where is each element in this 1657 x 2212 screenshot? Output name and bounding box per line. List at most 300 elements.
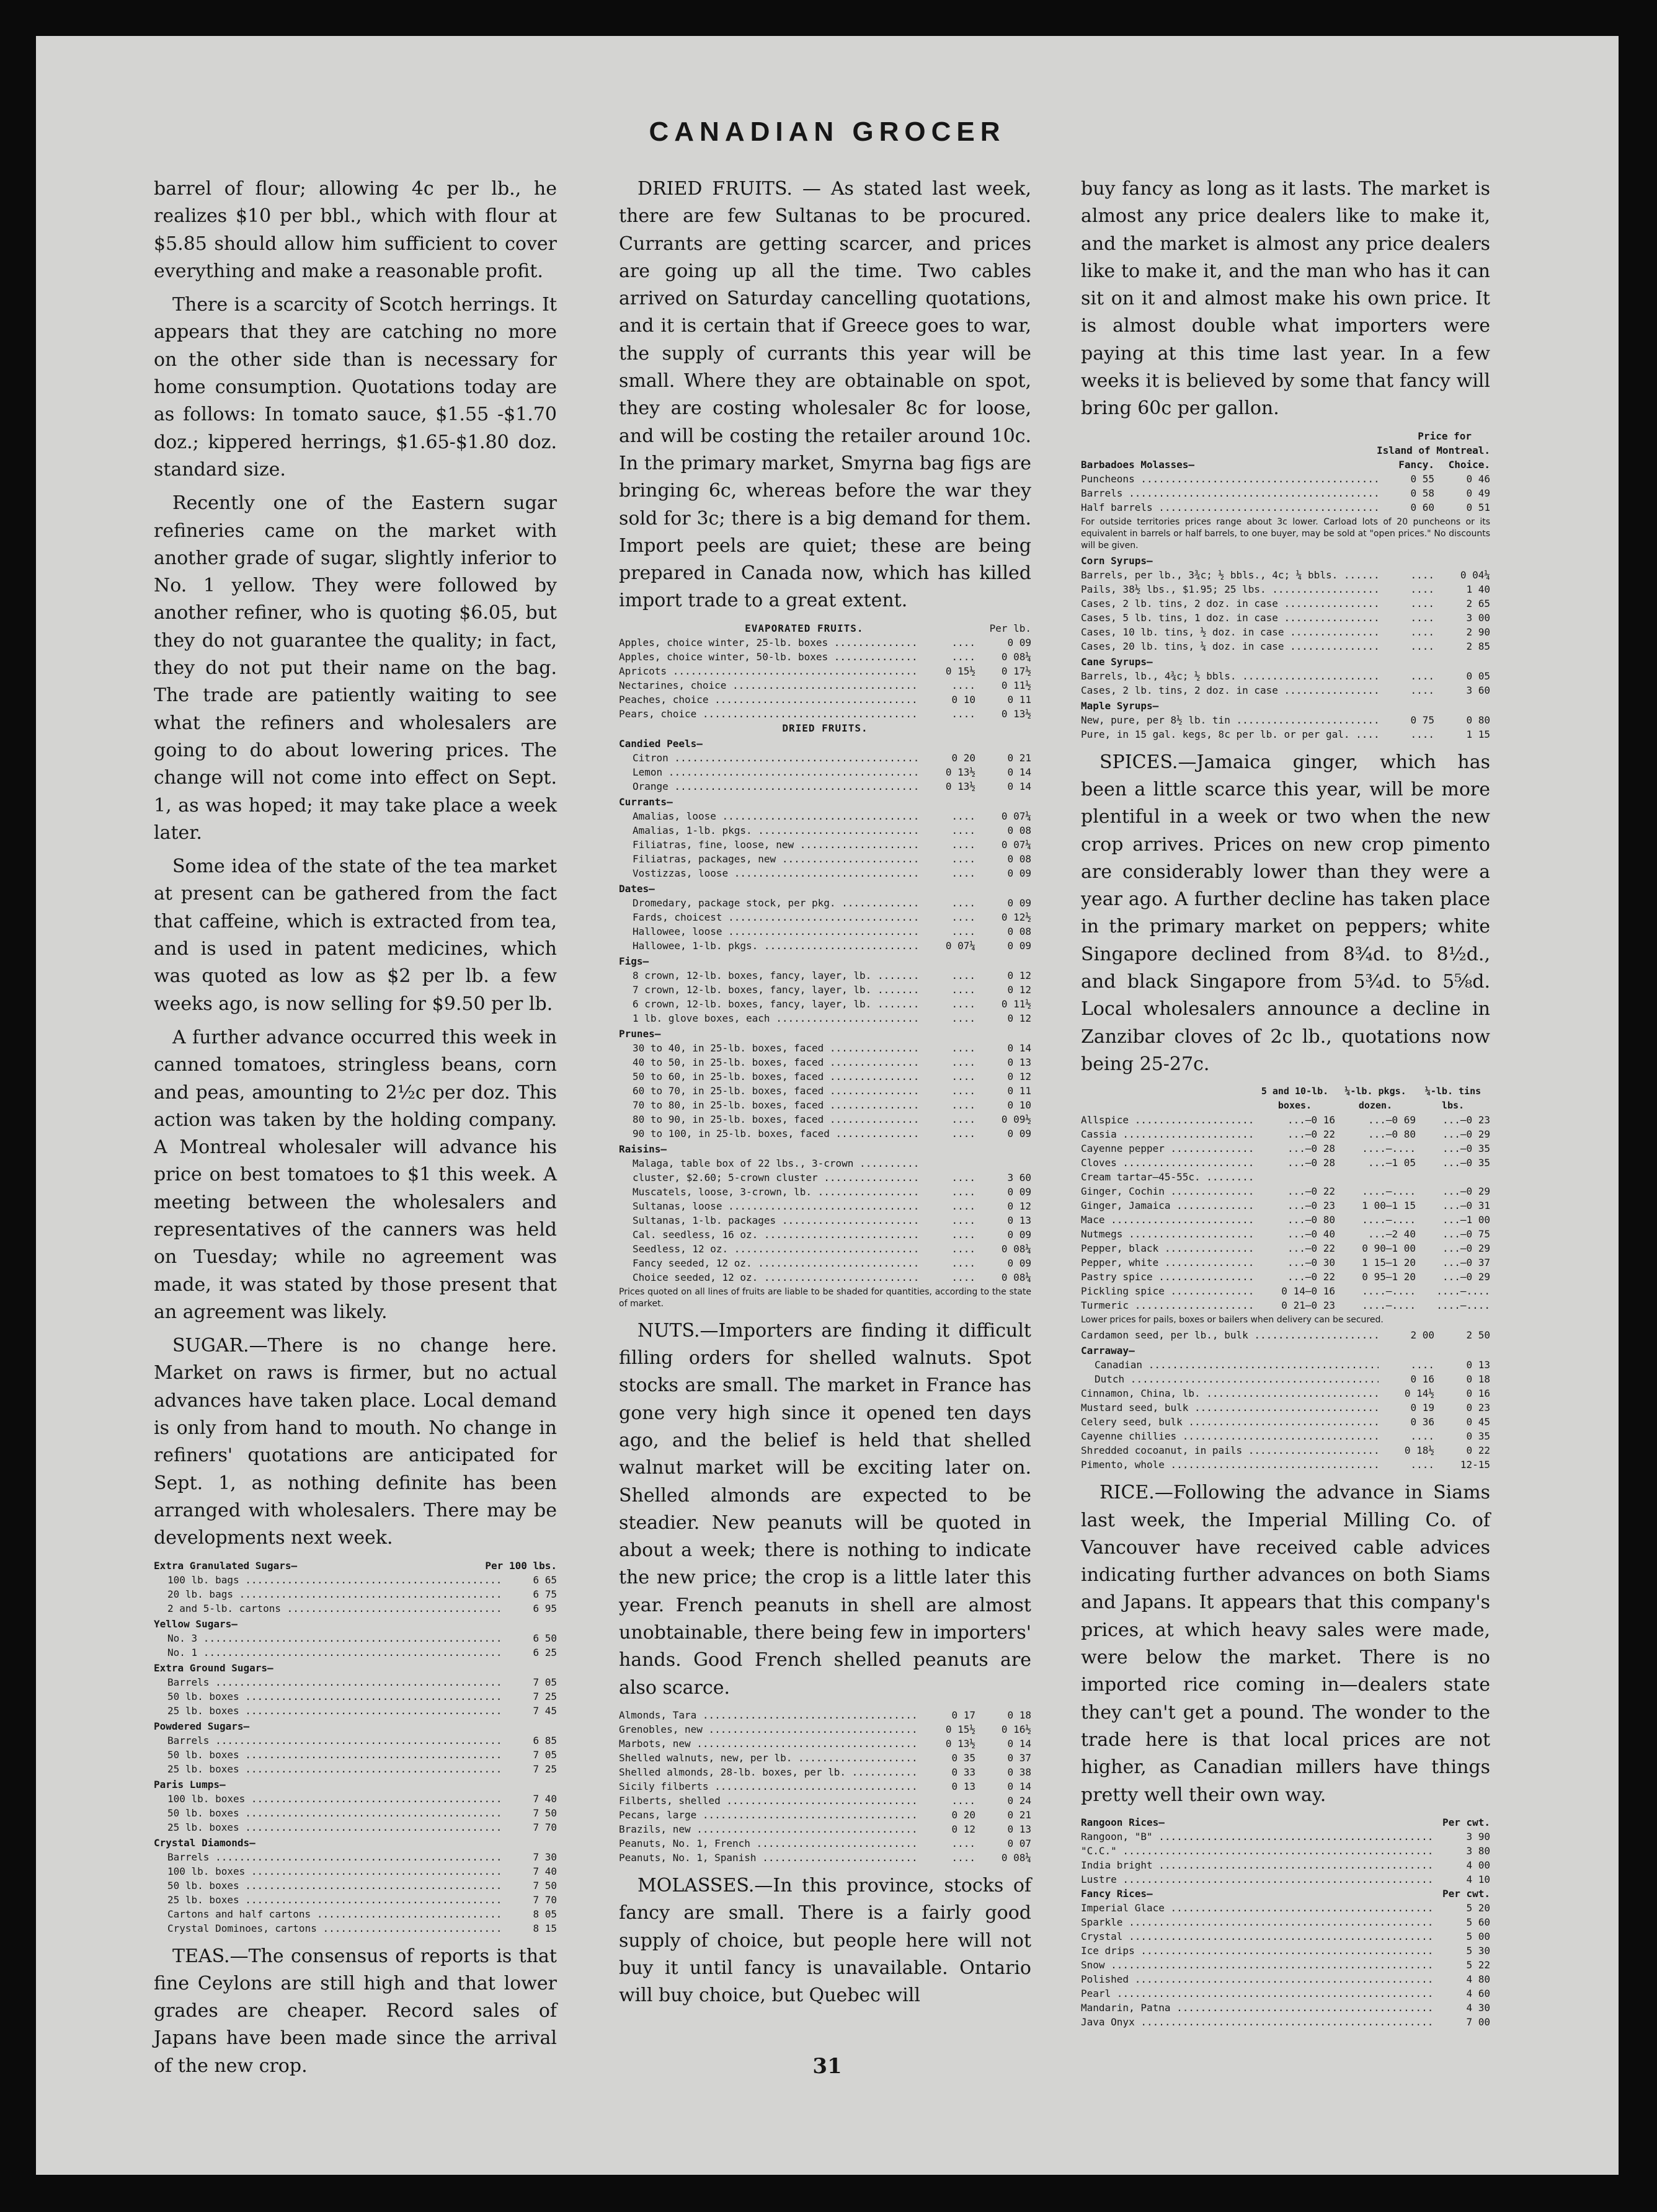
item-price: 2 50 bbox=[1466, 1329, 1490, 1342]
item-price: 0 15½ bbox=[945, 1723, 975, 1735]
table-row bbox=[619, 1084, 1031, 1098]
table-row bbox=[1081, 1858, 1490, 1872]
item-name: Cases, 5 lb. tins, 1 doz. in case ..... bbox=[1081, 611, 1379, 625]
table-row bbox=[619, 1822, 1031, 1836]
item-price: 0 12 bbox=[1007, 1070, 1031, 1082]
item-name: Cases, 2 lb. tins, 2 doz. in case ..... bbox=[1081, 683, 1379, 697]
item-name: Pearl ..... bbox=[1081, 1986, 1434, 2001]
item-name: 7 crown, 12-lb. boxes, fancy, layer, lb. ..... bbox=[619, 983, 920, 997]
item-price: 0 49 bbox=[1466, 487, 1490, 499]
item-price: 0 07¼ bbox=[1001, 838, 1031, 851]
item-price bbox=[975, 1156, 1031, 1170]
item-price: 0 13 bbox=[1466, 1359, 1490, 1371]
table-row bbox=[1081, 1972, 1490, 1986]
item-price: 0 60 bbox=[1410, 501, 1434, 513]
table-row bbox=[1081, 1372, 1490, 1386]
item-price: 0 21 bbox=[1007, 751, 1031, 764]
item-name: Apples, choice winter, 50-lb. boxes ..... bbox=[619, 650, 920, 664]
item-price: 0 11½ bbox=[1001, 998, 1031, 1010]
table-row bbox=[1081, 1915, 1490, 1929]
item-price: ...—0 37 bbox=[1442, 1257, 1490, 1269]
item-price: .... bbox=[951, 1070, 975, 1082]
item-price: 0 16 bbox=[1410, 1373, 1434, 1386]
table-row bbox=[154, 1704, 557, 1718]
item-price: ...—0 40 bbox=[1287, 1228, 1335, 1241]
item-name: 50 lb. boxes ..... bbox=[154, 1748, 501, 1762]
table-row bbox=[154, 1573, 557, 1587]
table-row bbox=[1081, 1298, 1490, 1312]
table-row bbox=[154, 1733, 557, 1748]
item-price: 0 13½ bbox=[945, 1737, 975, 1750]
item-price: .... bbox=[951, 1056, 975, 1068]
item-price: 0 18 bbox=[1466, 1373, 1490, 1386]
item-price: ...—0 22 bbox=[1287, 1242, 1335, 1255]
item-price: 0 13 bbox=[1007, 1823, 1031, 1835]
item-price: 4 10 bbox=[1466, 1873, 1490, 1885]
table-row bbox=[1081, 1844, 1490, 1858]
table-group: Corn Syrups— bbox=[1081, 554, 1153, 567]
item-price: ...—0 29 bbox=[1442, 1242, 1490, 1255]
item-price: .... bbox=[951, 1127, 975, 1139]
table-row bbox=[1081, 1415, 1490, 1429]
item-name: Pepper, black ..... bbox=[1081, 1241, 1255, 1255]
item-price: 0 08¼ bbox=[1001, 1271, 1031, 1283]
table-row bbox=[1081, 1141, 1490, 1156]
item-price: ....—.... bbox=[1362, 1214, 1416, 1226]
table-row bbox=[1081, 1872, 1490, 1887]
table-header: ¼-lb. tins bbox=[1424, 1086, 1482, 1097]
item-price: 12-15 bbox=[1460, 1459, 1490, 1471]
item-price: 0 08¼ bbox=[1001, 650, 1031, 663]
item-price: 0 14 bbox=[1007, 1737, 1031, 1750]
item-price: 0 51 bbox=[1466, 501, 1490, 513]
item-price: 2 00 bbox=[1410, 1329, 1434, 1342]
item-price: 7 25 bbox=[533, 1690, 557, 1702]
table-row bbox=[154, 1878, 557, 1893]
item-price: 0 12½ bbox=[1001, 911, 1031, 923]
item-price: 0 09 bbox=[1007, 939, 1031, 952]
table-row bbox=[154, 1601, 557, 1616]
table-group: Currants— bbox=[619, 795, 673, 808]
item-price: .... bbox=[951, 707, 975, 720]
item-price: 4 80 bbox=[1466, 1973, 1490, 1985]
table-row bbox=[619, 968, 1031, 983]
table-row bbox=[619, 1228, 1031, 1242]
table-row bbox=[1081, 500, 1490, 515]
table-row bbox=[619, 852, 1031, 866]
item-price: 3 80 bbox=[1466, 1844, 1490, 1857]
item-price: 0 08 bbox=[1007, 925, 1031, 937]
table-row bbox=[619, 1270, 1031, 1285]
table-row bbox=[154, 1806, 557, 1820]
item-price: .... bbox=[951, 925, 975, 937]
item-price: 0 13½ bbox=[1001, 707, 1031, 720]
table-row bbox=[619, 664, 1031, 678]
item-price: 8 05 bbox=[533, 1908, 557, 1920]
table-row bbox=[619, 1199, 1031, 1213]
item-name: Amalias, loose ..... bbox=[619, 809, 920, 823]
table-row bbox=[619, 1765, 1031, 1779]
item-price: 0 09 bbox=[1007, 1257, 1031, 1269]
item-price: 0 18½ bbox=[1404, 1444, 1434, 1457]
table-row bbox=[619, 1722, 1031, 1736]
table-header: Extra Granulated Sugars— bbox=[154, 1559, 298, 1572]
item-price: .... bbox=[951, 838, 975, 851]
table-row bbox=[619, 1836, 1031, 1851]
item-name: Cassia ..... bbox=[1081, 1127, 1255, 1141]
item-price: 7 05 bbox=[533, 1748, 557, 1761]
item-price: 7 05 bbox=[533, 1676, 557, 1688]
item-name: 50 to 60, in 25-lb. boxes, faced ..... bbox=[619, 1069, 920, 1084]
item-name: Cartons and half cartons ..... bbox=[154, 1907, 501, 1921]
item-price: ...—0 75 bbox=[1442, 1228, 1490, 1241]
item-price: 0 10 bbox=[1007, 1099, 1031, 1111]
item-price: 5 20 bbox=[1466, 1901, 1490, 1914]
item-price: 7 50 bbox=[533, 1879, 557, 1891]
item-price: 0 45 bbox=[1466, 1416, 1490, 1428]
table-row bbox=[1081, 1901, 1490, 1915]
item-name: Lemon ..... bbox=[619, 765, 920, 779]
table-header: Price for bbox=[1418, 430, 1472, 442]
item-name: 50 lb. boxes ..... bbox=[154, 1878, 501, 1893]
item-name: Lustre ..... bbox=[1081, 1872, 1434, 1887]
item-name: Pecans, large ..... bbox=[619, 1808, 920, 1822]
item-name: Seedless, 12 oz. ..... bbox=[619, 1242, 920, 1256]
item-price: 0 10 bbox=[951, 693, 975, 706]
item-price: 0 09 bbox=[1007, 867, 1031, 879]
table-row bbox=[619, 1041, 1031, 1055]
table-row bbox=[1081, 1358, 1490, 1372]
table-row bbox=[619, 765, 1031, 779]
table-row bbox=[619, 1213, 1031, 1228]
column-3 bbox=[1081, 175, 1490, 2037]
molasses-price-table bbox=[1081, 429, 1490, 741]
item-price: 0 95—1 20 bbox=[1362, 1271, 1416, 1283]
item-price: .... bbox=[951, 636, 975, 648]
item-price: 0 35 bbox=[951, 1751, 975, 1764]
table-row bbox=[1081, 1156, 1490, 1170]
item-price: 7 00 bbox=[1466, 2015, 1490, 2028]
item-price: 3 60 bbox=[1466, 684, 1490, 696]
item-price: 0 16½ bbox=[1001, 1723, 1031, 1735]
item-name: 60 to 70, in 25-lb. boxes, faced ..... bbox=[619, 1084, 920, 1098]
table-group: Dates— bbox=[619, 882, 655, 895]
item-price: 6 50 bbox=[533, 1632, 557, 1644]
table-row bbox=[619, 707, 1031, 721]
item-price: .... bbox=[951, 983, 975, 996]
table-row bbox=[619, 809, 1031, 823]
item-name: 50 lb. boxes ..... bbox=[154, 1806, 501, 1820]
item-price: 0 12 bbox=[1007, 1200, 1031, 1212]
item-name: Cayenne chillies ..... bbox=[1081, 1429, 1379, 1443]
item-price: 1 15 bbox=[1466, 728, 1490, 740]
table-header: dozen. bbox=[1358, 1100, 1393, 1112]
item-price: 0 09 bbox=[1007, 896, 1031, 909]
item-name: Cases, 10 lb. tins, ½ doz. in case ..... bbox=[1081, 625, 1379, 639]
table-row bbox=[1081, 1241, 1490, 1255]
item-price: .... bbox=[951, 1084, 975, 1097]
item-price: 0 07 bbox=[1007, 1837, 1031, 1849]
item-name: Canadian ..... bbox=[1081, 1358, 1379, 1372]
table-row bbox=[1081, 596, 1490, 611]
item-price: ...—0 28 bbox=[1287, 1143, 1335, 1155]
item-price: .... bbox=[1410, 1430, 1434, 1443]
table-note: Lower prices for pails, boxes or bailers when delivery can be secured. bbox=[1081, 1315, 1384, 1325]
item-price: 0 12 bbox=[1007, 1012, 1031, 1024]
item-price: ...—0 23 bbox=[1442, 1114, 1490, 1126]
item-price: .... bbox=[951, 679, 975, 691]
item-price: .... bbox=[951, 896, 975, 909]
table-group: Yellow Sugars— bbox=[154, 1617, 238, 1630]
item-name: Barrels, per lb., 3¾c; ½ bbls., 4c; ¼ bbls. ..... bbox=[1081, 568, 1379, 582]
item-price: 7 70 bbox=[533, 1893, 557, 1906]
table-header: 5 and 10-lb. bbox=[1261, 1086, 1329, 1097]
table-row bbox=[619, 635, 1031, 650]
table-row bbox=[1081, 1184, 1490, 1198]
item-name: Grenobles, new ..... bbox=[619, 1722, 920, 1736]
table-group: Carraway— bbox=[1081, 1345, 1135, 1357]
table-row bbox=[619, 1126, 1031, 1141]
item-price: 0 20 bbox=[951, 1808, 975, 1821]
item-price bbox=[1416, 1170, 1490, 1184]
paragraph: Recently one of the Eastern sugar refineries came on the market with another grade of sugar, slightly inferior to No. 1 yellow. They were followed by another refiner, who is quoting $6.05, but they do not guarantee the quality; in fact, they do not put their name on the bag. The trade are patiently waiting to see what the refiners and wholesalers are going to do about lowering prices. The change will not come into effect on Sept. 1, as was hoped; it may take place a week later. bbox=[154, 492, 557, 844]
item-name: Half barrels ..... bbox=[1081, 500, 1379, 515]
item-price: .... bbox=[1410, 728, 1434, 740]
item-name: Ice drips ..... bbox=[1081, 1944, 1434, 1958]
table-row bbox=[619, 751, 1031, 765]
item-price: .... bbox=[1410, 670, 1434, 682]
table-row bbox=[1081, 1986, 1490, 2001]
table-row bbox=[619, 1808, 1031, 1822]
item-price: .... bbox=[951, 824, 975, 836]
masthead: CANADIAN GROCER bbox=[649, 117, 1006, 147]
item-price: 7 40 bbox=[533, 1865, 557, 1877]
item-price: 0 13 bbox=[1007, 1214, 1031, 1226]
item-name: Peanuts, No. 1, French ..... bbox=[619, 1836, 920, 1851]
item-price: 6 95 bbox=[533, 1602, 557, 1614]
table-row bbox=[1081, 639, 1490, 653]
item-name: Amalias, 1-lb. pkgs. ..... bbox=[619, 823, 920, 838]
paragraph: TEAS.—The consensus of reports is that fine Ceylons are still high and that lower grades are cheaper. Record sales of Japans have been made since the arrival of the new crop. bbox=[154, 1945, 557, 2077]
item-price: 0 46 bbox=[1466, 472, 1490, 485]
item-price: .... bbox=[1410, 583, 1434, 595]
table-row bbox=[1081, 1929, 1490, 1944]
item-name: Ginger, Jamaica ..... bbox=[1081, 1198, 1255, 1213]
item-price: 2 90 bbox=[1466, 626, 1490, 638]
table-row bbox=[1081, 568, 1490, 582]
item-name: Hallowee, 1-lb. pkgs. ..... bbox=[619, 939, 920, 953]
item-price: .... bbox=[951, 1099, 975, 1111]
table-row bbox=[154, 1820, 557, 1834]
item-price: 0 36 bbox=[1410, 1416, 1434, 1428]
item-price: .... bbox=[1410, 1359, 1434, 1371]
table-group: Raisins— bbox=[619, 1143, 667, 1155]
item-name: Pure, in 15 gal. kegs, 8c per lb. or per gal. ..... bbox=[1081, 727, 1379, 741]
item-price: 2 85 bbox=[1466, 640, 1490, 652]
item-name: Sultanas, 1-lb. packages ..... bbox=[619, 1213, 920, 1228]
item-price: 7 40 bbox=[533, 1792, 557, 1805]
item-name: Peanuts, No. 1, Spanish ..... bbox=[619, 1851, 920, 1865]
item-name: Crystal ..... bbox=[1081, 1929, 1434, 1944]
item-price: .... bbox=[951, 1012, 975, 1024]
item-price: 7 50 bbox=[533, 1807, 557, 1819]
item-price: 0 24 bbox=[1007, 1794, 1031, 1807]
table-caption: EVAPORATED FRUITS. bbox=[745, 622, 864, 634]
item-name: Celery seed, bulk ..... bbox=[1081, 1415, 1379, 1429]
item-name: Malaga, table box of 22 lbs., 3-crown ..... bbox=[619, 1156, 920, 1170]
item-name: Pails, 38½ lbs., $1.95; 25 lbs. ..... bbox=[1081, 582, 1379, 596]
item-price: .... bbox=[1410, 626, 1434, 638]
paragraph: MOLASSES.—In this province, stocks of fancy are small. There is a fairly good supply of choice, but people here will not buy it until fancy is unavailable. Ontario will buy choice, but Quebec will bbox=[619, 1874, 1031, 2007]
item-name: 100 lb. bags ..... bbox=[154, 1573, 501, 1587]
paragraph: DRIED FRUITS. — As stated last week, there are few Sultanas to be procured. Currants are getting scarcer, and prices are going up all the time. Two cables arrived on Saturday cancelling quotations, and it is certain that if Greece goes to war, the supply of currants this year will be small. Where they are obtainable on spot, they are costing wholesaler 8c for loose, and will be costing the retailer around 10c. In the primary market, Smyrna bag figs are bringing 6c, whereas before the war they sold for 3c; there is a big demand for them. Import peels are quiet; these are being prepared in Canada now, which has killed import trade to a great extent. bbox=[619, 178, 1031, 612]
item-name: Brazils, new ..... bbox=[619, 1822, 920, 1836]
item-price: 0 16 bbox=[1466, 1387, 1490, 1400]
item-price: .... bbox=[951, 1185, 975, 1198]
item-price: .... bbox=[951, 852, 975, 865]
item-price: .... bbox=[951, 810, 975, 822]
item-price bbox=[920, 1156, 975, 1170]
item-name: Sparkle ..... bbox=[1081, 1915, 1434, 1929]
item-price: ...—0 35 bbox=[1442, 1157, 1490, 1169]
item-name: Dutch ..... bbox=[1081, 1372, 1379, 1386]
item-name: Java Onyx ..... bbox=[1081, 2015, 1434, 2029]
item-price: 0 19 bbox=[1410, 1402, 1434, 1414]
item-price: 3 60 bbox=[1007, 1171, 1031, 1183]
table-row bbox=[154, 1587, 557, 1601]
rice-price-table bbox=[1081, 1815, 1490, 2029]
item-price: 4 30 bbox=[1466, 2001, 1490, 2014]
item-price: 0 11 bbox=[1007, 1084, 1031, 1097]
column-2 bbox=[619, 175, 1031, 2015]
item-name: Allspice ..... bbox=[1081, 1113, 1255, 1127]
table-row bbox=[1081, 683, 1490, 697]
item-price: 0 21 bbox=[1007, 1808, 1031, 1821]
table-group: Maple Syrups— bbox=[1081, 699, 1159, 712]
item-price: 6 85 bbox=[533, 1734, 557, 1746]
table-group: Fancy Rices— bbox=[1081, 1887, 1153, 1900]
table-group: Crystal Diamonds— bbox=[154, 1836, 255, 1849]
item-name: 50 lb. boxes ..... bbox=[154, 1689, 501, 1704]
table-row bbox=[1081, 669, 1490, 683]
item-price: 5 30 bbox=[1466, 1944, 1490, 1957]
table-row bbox=[1081, 582, 1490, 596]
item-price: 0 37 bbox=[1007, 1751, 1031, 1764]
item-price: 0 80 bbox=[1466, 714, 1490, 726]
table-row bbox=[1081, 1944, 1490, 1958]
item-price: .... bbox=[951, 1214, 975, 1226]
paragraph: SPICES.—Jamaica ginger, which has been a little scarce this year, will be more plentiful in a week or two when the new crop arrives. Prices on new crop pimento are considerably lower than they were a year ago. A further decline has taken place in the primary market on peppers; white Singapore declined from 8¾d. to 8½d., and black Singapore from 5¾d. to 5⅝d. Local wholesalers announce a decline in Zanzibar cloves of 2c lb., quotations now being 25-27c. bbox=[1081, 751, 1490, 1075]
table-row bbox=[154, 1689, 557, 1704]
table-group: Paris Lumps— bbox=[154, 1778, 226, 1790]
item-name: Mustard seed, bulk ..... bbox=[1081, 1400, 1379, 1415]
item-name: Turmeric ..... bbox=[1081, 1298, 1255, 1312]
table-group: Powdered Sugars— bbox=[154, 1720, 250, 1732]
item-price: 0 23 bbox=[1466, 1402, 1490, 1414]
item-price: 4 00 bbox=[1466, 1859, 1490, 1871]
item-name: Orange ..... bbox=[619, 779, 920, 794]
table-row bbox=[1081, 1170, 1490, 1184]
item-name: cluster, $2.60; 5-crown cluster ..... bbox=[619, 1170, 920, 1185]
table-row bbox=[1081, 1400, 1490, 1415]
table-row bbox=[1081, 611, 1490, 625]
item-price: ...—0 22 bbox=[1287, 1128, 1335, 1141]
item-name: 25 lb. boxes ..... bbox=[154, 1820, 501, 1834]
item-price: 0 14 bbox=[1007, 1780, 1031, 1792]
item-name: 25 lb. boxes ..... bbox=[154, 1893, 501, 1907]
paragraph: Some idea of the state of the tea market at present can be gathered from the fact that caffeine, which is extracted from tea, and is used in patent medicines, which was quoted as low as $2 per lb. a few weeks ago, is now selling for $9.50 per lb. bbox=[154, 856, 557, 1015]
table-note: For outside territories prices range about 3c lower. Carload lots of 20 puncheons or its equivalent in barrels or half barrels, to one buyer, may be sold at "open prices." No discounts will be given. bbox=[1081, 516, 1490, 551]
table-row bbox=[1081, 1284, 1490, 1298]
table-row bbox=[154, 1864, 557, 1878]
paragraph: A further advance occurred this week in canned tomatoes, stringless beans, corn and peas, amounting to 2½c per doz. This action was taken by the holding company. A Montreal wholesaler will advance his price on best tomatoes to $1 this week. A meeting between the wholesalers and representatives of the canners was held on Tuesday; while no agreement was made, it was stated by those present that an agreement was likely. bbox=[154, 1026, 557, 1323]
item-name: Snow ..... bbox=[1081, 1958, 1434, 1972]
table-header: lbs. bbox=[1441, 1100, 1465, 1112]
table-row bbox=[1081, 1127, 1490, 1141]
item-price: 5 60 bbox=[1466, 1916, 1490, 1928]
item-price: 7 25 bbox=[533, 1763, 557, 1775]
item-name: Cinnamon, China, lb. ..... bbox=[1081, 1386, 1379, 1400]
item-price: 0 08¼ bbox=[1001, 1851, 1031, 1864]
paragraph: RICE.—Following the advance in Siams last week, the Imperial Milling Co. of Vancouver have received cable advices indicating further advances on both Siams and Japans. It appears that this company's prices, at which heavy sales were made, were below the market. There is no imported rice coming in—dealers state they can't get a pound. The wonder to the trade here is that local prices are not higher, as Canadian millers have things pretty well their own way. bbox=[1081, 1482, 1490, 1806]
item-price: .... bbox=[1410, 640, 1434, 652]
item-price: 5 22 bbox=[1466, 1958, 1490, 1971]
table-row bbox=[619, 896, 1031, 910]
table-caption: DRIED FRUITS. bbox=[782, 722, 868, 734]
item-price: ...—0 29 bbox=[1442, 1128, 1490, 1141]
item-name: Polished ..... bbox=[1081, 1972, 1434, 1986]
item-price: ...—0 80 bbox=[1287, 1214, 1335, 1226]
item-price: ...—2 40 bbox=[1367, 1228, 1416, 1241]
item-price: 0 13 bbox=[1007, 1056, 1031, 1068]
item-price: 2 65 bbox=[1466, 597, 1490, 609]
item-name: Shelled almonds, 28-lb. boxes, per lb. ..... bbox=[619, 1765, 920, 1779]
table-row bbox=[154, 1675, 557, 1689]
item-name: 70 to 80, in 25-lb. boxes, faced ..... bbox=[619, 1098, 920, 1112]
item-name: 6 crown, 12-lb. boxes, fancy, layer, lb. ..... bbox=[619, 997, 920, 1011]
item-name: Puncheons ..... bbox=[1081, 472, 1379, 486]
item-price: 0 09 bbox=[1007, 1127, 1031, 1139]
table-header: Island of Montreal. bbox=[1376, 444, 1490, 456]
item-name: Cayenne pepper ..... bbox=[1081, 1141, 1255, 1156]
item-price: 0 13 bbox=[951, 1780, 975, 1792]
table-unit: Per cwt. bbox=[1442, 1816, 1490, 1828]
item-price: 0 08¼ bbox=[1001, 1242, 1031, 1255]
table-row bbox=[154, 1907, 557, 1921]
item-price: 0 09 bbox=[1007, 1185, 1031, 1198]
table-row bbox=[1081, 1227, 1490, 1241]
item-price: .... bbox=[951, 998, 975, 1010]
item-name: Choice seeded, 12 oz. ..... bbox=[619, 1270, 920, 1285]
table-row bbox=[619, 692, 1031, 707]
item-name: Filberts, shelled ..... bbox=[619, 1794, 920, 1808]
item-name: 100 lb. boxes ..... bbox=[154, 1864, 501, 1878]
item-name: Imperial Glace ..... bbox=[1081, 1901, 1434, 1915]
item-price: .... bbox=[1410, 611, 1434, 624]
item-name: Nectarines, choice ..... bbox=[619, 678, 920, 692]
paragraph: SUGAR.—There is no change here. Market on raws is firmer, but no actual advances have taken place. Local demand is only from hand to mouth. No change in refiners' quotations are anticipated for Sept. 1, as nothing definite has been arranged with wholesalers. There may be developments next week. bbox=[154, 1335, 557, 1549]
item-price: ...—0 16 bbox=[1287, 1114, 1335, 1126]
item-price: ....—.... bbox=[1436, 1285, 1490, 1298]
item-name: Almonds, Tara ..... bbox=[619, 1708, 920, 1722]
item-price: .... bbox=[951, 969, 975, 981]
table-row bbox=[619, 866, 1031, 880]
item-price: .... bbox=[951, 1257, 975, 1269]
item-price bbox=[1335, 1170, 1416, 1184]
item-price: 0 05 bbox=[1466, 670, 1490, 682]
table-row bbox=[1081, 1328, 1490, 1342]
item-name: India bright ..... bbox=[1081, 1858, 1434, 1872]
